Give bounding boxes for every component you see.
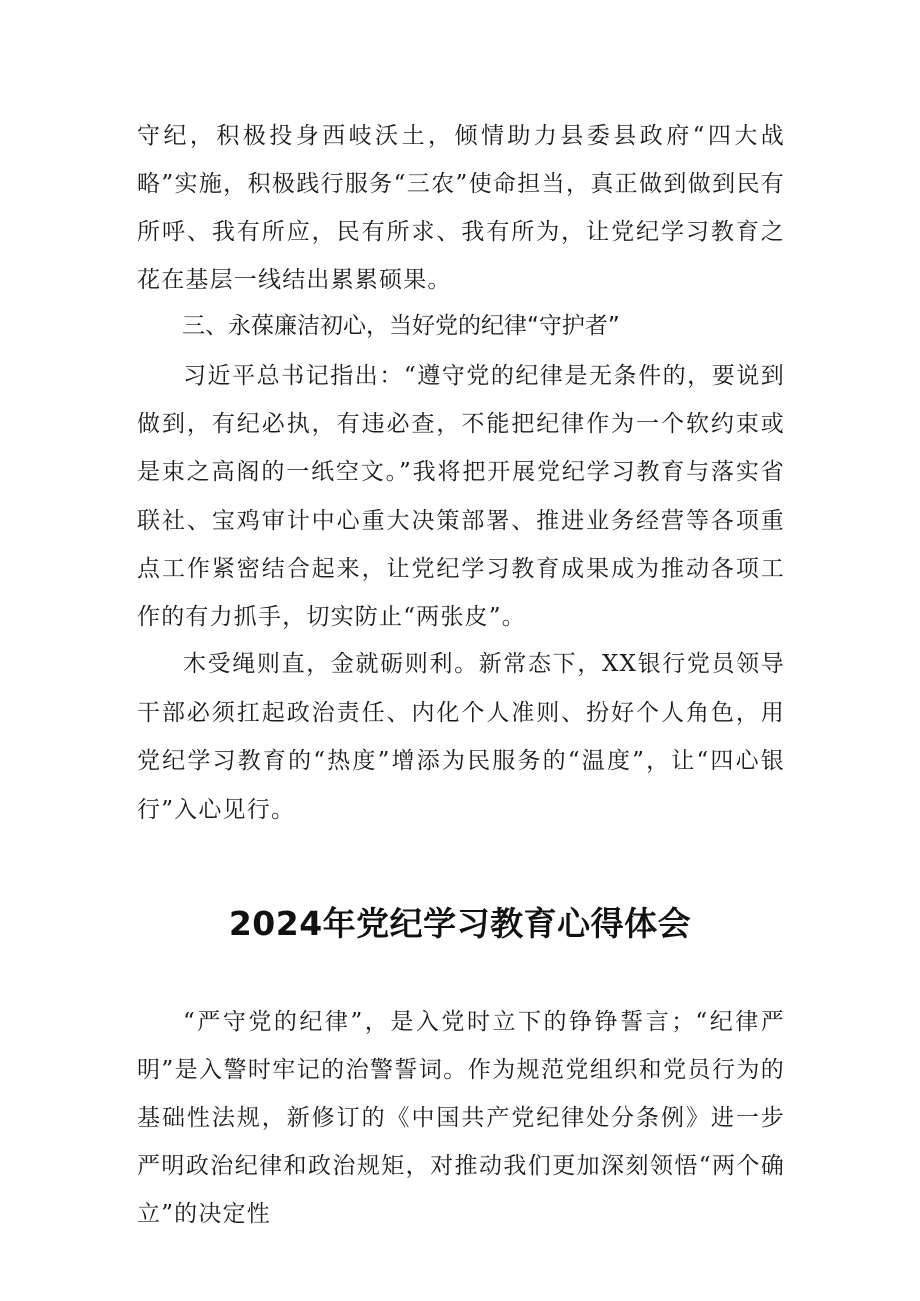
paragraph-3-text: 木受绳则直，金就砺则利。新常态下，XX银行党员领导干部必须扛起政治责任、内化个人准则、扮好个人角色，用党纪学习教育的“热度”增添为民服务的“温度”，让“四心银行”入心见行。 [137,651,785,823]
section-heading: 三、永葆廉洁初心，当好党的纪律“守护者” [182,313,620,339]
document-title: 2024年党纪学习教育心得体会 [228,904,692,943]
paragraph-2-text: 习近平总书记指出：“遵守党的纪律是无条件的，要说到做到，有纪必执，有违必查，不能把纪律作为一个软约束或是束之高阁的一纸空文。”我将把开展党纪学习教育与落实省联社、宝鸡审计中心重大决策部署、推进业务经营等各项重点工作紧密结合起来，让党纪学习教育成果成为推动各项工作的有力抓手，切实防止“两张皮”。 [137,363,785,631]
paragraph-1-text: 守纪，积极投身西岐沃土，倾情助力县委县政府“四大战略”实施，积极践行服务“三农”使命担当，真正做到做到民有所呼、我有所应，民有所求、我有所为，让党纪学习教育之花在基层一线结出累累硕果。 [137,123,785,293]
paragraph-4-text: “严守党的纪律”，是入党时立下的铮铮誓言；“纪律严明”是入警时牢记的治警誓词。作为规范党组织和党员行为的基础性法规，新修订的《中国共产党纪律处分条例》进一步严明政治纪律和政治规矩，对推动我们更加深刻领悟“两个确立”的决定性 [137,1009,785,1227]
paragraph-continuation [137,112,785,304]
paragraph-3 [137,640,785,834]
paragraph-4 [137,998,785,1238]
paragraph-2 [137,352,785,641]
